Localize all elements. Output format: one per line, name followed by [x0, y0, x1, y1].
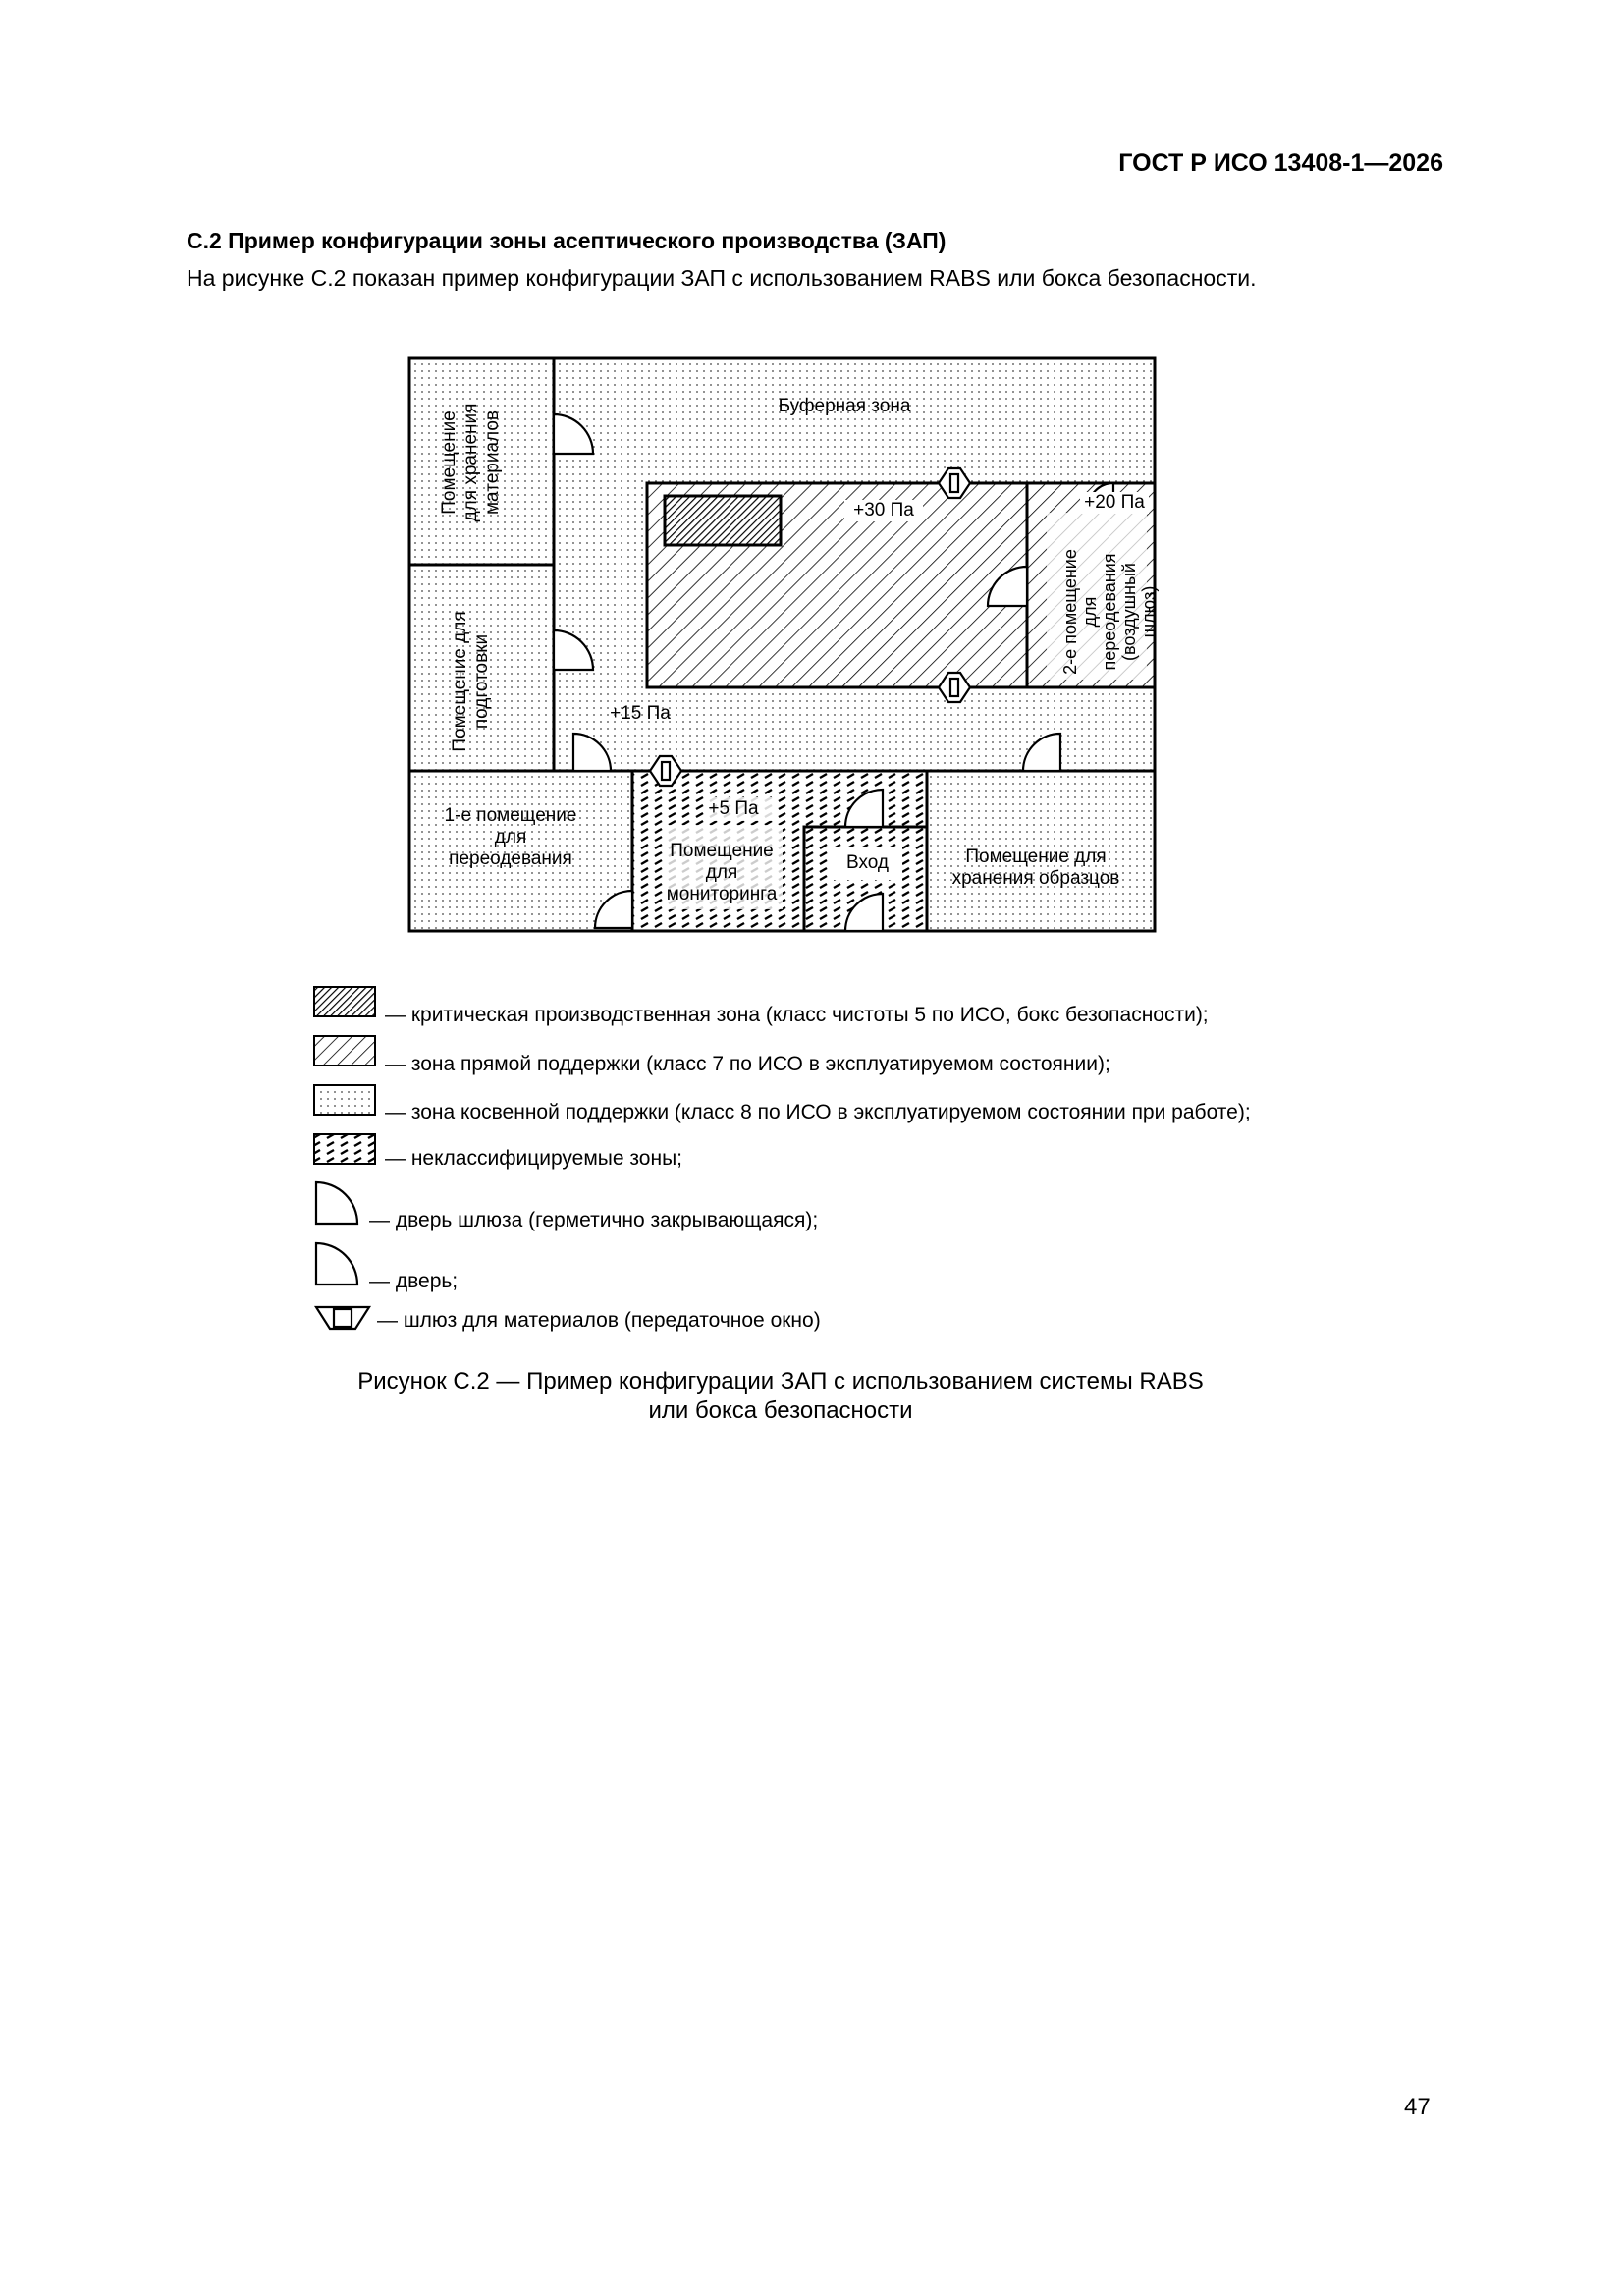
legend-unclassified-icon: [312, 1132, 377, 1166]
label-pressure-15: +15 Па: [610, 703, 671, 724]
legend-airlock-door-icon: [312, 1178, 361, 1228]
critical-zone: [665, 496, 781, 545]
legend-door-icon: [312, 1239, 361, 1288]
legend-direct-support-icon: [312, 1034, 377, 1067]
legend-text-pass-through: — шлюз для материалов (передаточное окно): [377, 1309, 821, 1332]
legend-text-unclassified: — неклассифицируемые зоны;: [385, 1147, 682, 1170]
label-entrance: Вход: [846, 852, 889, 873]
label-buffer-zone: Буферная зона: [778, 396, 911, 416]
section-title: С.2 Пример конфигурации зоны асептического производства (ЗАП): [187, 228, 947, 253]
legend-text-direct: — зона прямой поддержки (класс 7 по ИСО в эксплуатируемом состоянии);: [385, 1053, 1110, 1075]
label-preparation: Помещение для подготовки: [450, 611, 492, 752]
legend-text-critical: — критическая производственная зона (класс чистоты 5 по ИСО, бокс безопасности);: [385, 1004, 1209, 1026]
section-text: На рисунке С.2 показан пример конфигурации ЗАП с использованием RABS или бокса безопасности.: [187, 265, 1257, 291]
figure-caption: [226, 1367, 1335, 1426]
legend-critical-zone-icon: [312, 985, 377, 1018]
label-pressure-5: +5 Па: [708, 798, 759, 819]
legend-text-airlock-door: — дверь шлюза (герметично закрывающаяся);: [369, 1209, 819, 1231]
label-pressure-20: +20 Па: [1080, 492, 1149, 514]
label-gowning-2: 2-е помещение для переодевания (воздушный шлюз): [1060, 549, 1159, 675]
legend-text-indirect: — зона косвенной поддержки (класс 8 по ИСО в эксплуатируемом состоянии при работе);: [385, 1101, 1251, 1123]
label-material-storage: Помещение для хранения материалов: [439, 403, 503, 522]
label-gowning-1: 1-е помещение для переодевания: [444, 805, 577, 869]
label-pressure-30: +30 Па: [844, 500, 923, 521]
label-monitoring: Помещение для мониторинга: [666, 841, 778, 904]
page-number: 47: [1404, 2094, 1431, 2120]
document-code: ГОСТ Р ИСО 13408-1—2026: [1118, 149, 1443, 177]
label-sample-storage: Помещение для хранения образцов: [951, 847, 1120, 889]
legend-indirect-support-icon: [312, 1083, 377, 1117]
legend-pass-through-icon: [312, 1303, 373, 1333]
caption-line-2: или бокса безопасности: [648, 1397, 913, 1424]
legend-text-door: — дверь;: [369, 1270, 459, 1292]
caption-line-1: Рисунок С.2 — Пример конфигурации ЗАП с использованием системы RABS: [357, 1368, 1204, 1394]
